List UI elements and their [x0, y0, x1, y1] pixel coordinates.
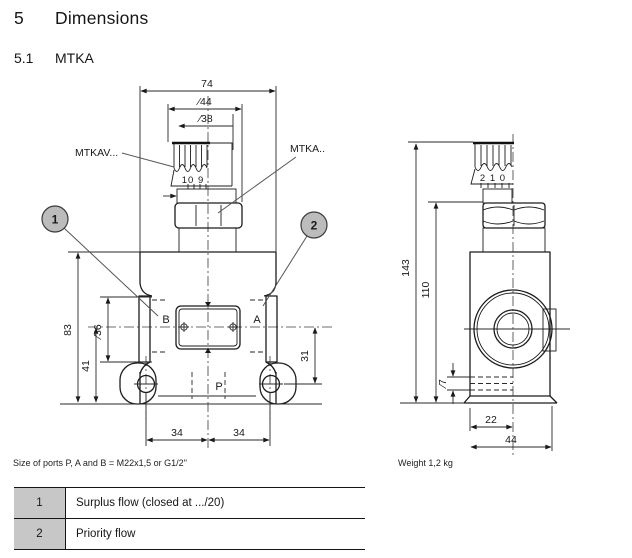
- labels-and-callouts: [42, 143, 327, 316]
- side-view: [400, 134, 570, 455]
- dim-height-lower-41: 41: [80, 360, 92, 372]
- legend-row-2-label: Priority flow: [76, 528, 136, 540]
- dim-total-height-143: 143: [400, 259, 412, 277]
- section-number: 5: [14, 8, 24, 28]
- mtka-label: MTKA..: [290, 143, 326, 155]
- port-a-label: A: [253, 314, 261, 326]
- dim-hole-7: ⁄7: [437, 379, 449, 387]
- subsection-number: 5.1: [14, 50, 34, 66]
- callout-1-number: 1: [51, 212, 59, 227]
- legend-row-1: [14, 488, 365, 519]
- front-view-knob: [163, 143, 236, 203]
- callout-2-number: 2: [310, 218, 318, 233]
- front-view-hex-nut: [175, 203, 242, 252]
- dim-bolt-right-34: 34: [233, 427, 245, 439]
- front-view: [60, 78, 335, 450]
- dim-port-dia-36: ⁄36: [92, 324, 104, 338]
- legend-table: [14, 487, 365, 550]
- dim-knob-inner-38: ⁄38: [199, 113, 213, 125]
- dim-port-height-31: 31: [299, 350, 311, 362]
- legend-row-1-number: 1: [14, 488, 66, 518]
- section-title: Dimensions: [55, 8, 149, 28]
- dim-body-height-110: 110: [420, 281, 432, 299]
- dim-width-44: 44: [505, 434, 517, 446]
- front-knob-scale: 10 9: [181, 175, 205, 186]
- legend-row-2-number: 2: [14, 519, 66, 549]
- mtkav-label: MTKAV...: [75, 147, 119, 159]
- side-view-knob: [471, 143, 514, 203]
- port-p-label: P: [215, 381, 223, 393]
- port-b-label: B: [162, 314, 170, 326]
- dim-width-74: 74: [201, 78, 213, 90]
- weight-note: Weight 1,2 kg: [398, 458, 453, 468]
- side-view-hex-nut: [483, 203, 545, 252]
- legend-row-1-label: Surplus flow (closed at .../20): [76, 497, 225, 509]
- legend-row-2: [14, 519, 365, 550]
- dim-bolt-left-34: 34: [171, 427, 183, 439]
- dim-half-width-22: 22: [485, 414, 497, 426]
- dim-height-83: 83: [62, 324, 74, 336]
- dim-knob-outer-44: ⁄44: [198, 96, 212, 108]
- side-knob-scale: 2 1 0: [479, 173, 507, 184]
- ports-size-note: Size of ports P, A and B = M22x1,5 or G1/2": [13, 458, 187, 468]
- side-view-body: [464, 252, 557, 403]
- subsection-title: MTKA: [55, 50, 94, 66]
